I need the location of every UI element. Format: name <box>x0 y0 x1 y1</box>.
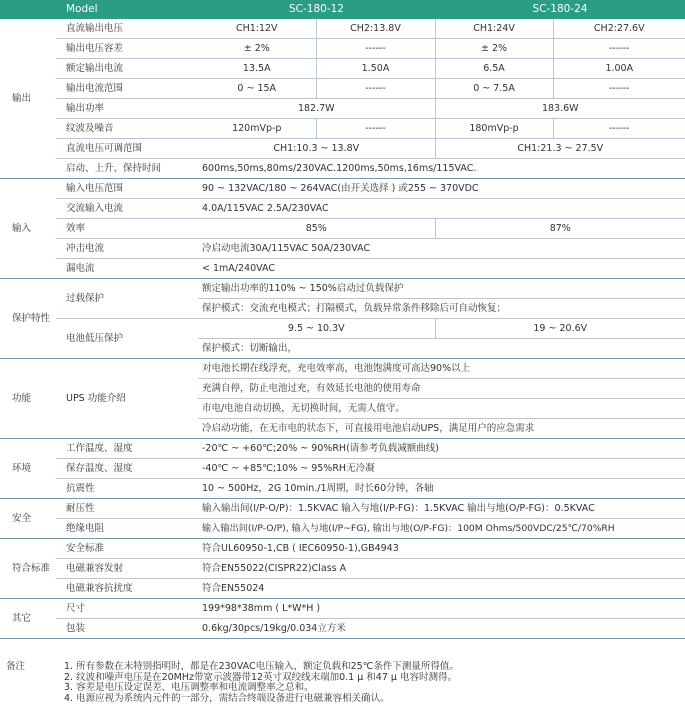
header-sc-180-24: SC-180-24 <box>435 0 685 19</box>
table-row <box>0 159 685 179</box>
table-row <box>0 59 685 79</box>
table-row <box>0 279 685 299</box>
cell: 保护模式：交流充电模式；打隔模式，负载异常条件移除后可自动恢复； <box>198 299 685 319</box>
cell: 保护模式：切断输出， <box>198 339 685 359</box>
header-model <box>0 0 56 19</box>
table-row <box>0 99 685 119</box>
row-label: UPS 功能介绍 <box>56 359 198 439</box>
row-label: 直流电压可调范围 <box>56 139 198 159</box>
group-protection: 保护特性 <box>0 279 56 359</box>
note-item: 2. 纹波和噪声电压是在20MHz带宽示波器带12英寸双绞线末端加0.1 μ 和47 μ 电容时测得。 <box>64 671 457 683</box>
table-row <box>0 359 685 379</box>
table-row <box>0 319 685 339</box>
cell: CH1:10.3 ~ 13.8V <box>198 139 435 159</box>
group-other: 其它 <box>0 599 56 639</box>
notes-list <box>64 662 459 704</box>
row-label: 交流输入电流 <box>56 199 198 219</box>
cell: 6.5A <box>435 59 553 79</box>
cell: 600ms,50ms,80ms/230VAC.1200ms,50ms,16ms/115VAC. <box>198 159 685 179</box>
cell: ± 2% <box>198 39 316 59</box>
row-label: 尺寸 <box>56 599 198 619</box>
row-label: 输入电压范围 <box>56 179 198 199</box>
cell: 10 ~ 500Hz，2G 10min./1周期，时长60分钟，各轴 <box>198 479 685 499</box>
cell: 冷启动电流30A/115VAC 50A/230VAC <box>198 239 685 259</box>
cell: CH1:24V <box>435 19 553 39</box>
cell: CH2:27.6V <box>553 19 685 39</box>
cell: 90 ~ 132VAC/180 ~ 264VAC(由开关选择 ) 或255 ~ 370VDC <box>198 179 685 199</box>
note-item: 3. 容差是电压设定误差、电压调整率和电流调整率之总和。 <box>64 682 314 694</box>
cell: 符合UL60950-1,CB ( IEC60950-1),GB4943 <box>198 539 685 559</box>
table-row <box>0 539 685 559</box>
cell: 冷启动功能，在无市电的状态下，可直接用电池启动UPS，满足用户的应急需求 <box>198 419 685 439</box>
row-label: 效率 <box>56 219 198 239</box>
cell: 85% <box>198 219 435 239</box>
table-row <box>0 139 685 159</box>
header-sc-180-12: SC-180-12 <box>198 0 435 19</box>
row-label: 电磁兼容发射 <box>56 559 198 579</box>
cell: ------ <box>553 119 685 139</box>
row-label: 额定输出电流 <box>56 59 198 79</box>
cell: ------ <box>316 79 435 99</box>
table-row <box>0 19 685 39</box>
row-label: 电池低压保护 <box>56 319 198 359</box>
cell: -20℃ ~ +60℃;20% ~ 90%RH(请参考负载减额曲线) <box>198 439 685 459</box>
cell: 0 ~ 15A <box>198 79 316 99</box>
row-label: 冲击电流 <box>56 239 198 259</box>
table-row <box>0 439 685 459</box>
note-item: 4. 电源应视为系统内元件的一部分，需结合终端设备进行电磁兼容相关确认。 <box>64 692 390 704</box>
cell: 符合EN55024 <box>198 579 685 599</box>
table-row <box>0 499 685 519</box>
row-label: 保存温度、湿度 <box>56 459 198 479</box>
header-model-label: Model <box>56 0 198 19</box>
group-safety: 安全 <box>0 499 56 539</box>
row-label: 工作温度、湿度 <box>56 439 198 459</box>
row-label: 直流输出电压 <box>56 19 198 39</box>
cell: 输入输出间(I/P-O/P)：1.5KVAC 输入与地(I/P-FG)：1.5KVAC 输出与地(O/P-FG)：0.5KVAC <box>198 499 685 519</box>
cell: 182.7W <box>198 99 435 119</box>
cell: 180mVp-p <box>435 119 553 139</box>
cell: ------ <box>316 39 435 59</box>
table-row <box>0 39 685 59</box>
table-row <box>0 179 685 199</box>
row-label: 输出电流范围 <box>56 79 198 99</box>
row-label: 绝缘电阻 <box>56 519 198 539</box>
table-row <box>0 259 685 279</box>
cell: < 1mA/240VAC <box>198 259 685 279</box>
cell: 市电/电池自动切换，无切换时间，无需人值守。 <box>198 399 685 419</box>
cell: 4.0A/115VAC 2.5A/230VAC <box>198 199 685 219</box>
cell: -40℃ ~ +85℃;10% ~ 95%RH无冷凝 <box>198 459 685 479</box>
cell: ------ <box>553 79 685 99</box>
notes-label: 备注 <box>6 661 26 672</box>
table-header <box>0 0 685 19</box>
table-row <box>0 559 685 579</box>
table-row <box>0 79 685 99</box>
group-environment: 环境 <box>0 439 56 499</box>
cell: 199*98*38mm ( L*W*H ) <box>198 599 685 619</box>
note-item: 1. 所有参数在未特别指明时，都是在230VAC电压输入，额定负载和25℃条件下测量所得值。 <box>64 661 459 672</box>
cell: ------ <box>553 39 685 59</box>
row-label: 耐压性 <box>56 499 198 519</box>
cell: 额定输出功率的110% ~ 150%启动过负载保护 <box>198 279 685 299</box>
row-label: 启动、上升、保持时间 <box>56 159 198 179</box>
table-row <box>0 579 685 599</box>
cell: 1.00A <box>553 59 685 79</box>
table-row <box>0 479 685 499</box>
cell: 对电池长期在线浮充，充电效率高，电池饱满度可高达90%以上 <box>198 359 685 379</box>
group-compliance: 符合标准 <box>0 539 56 599</box>
row-label: 漏电流 <box>56 259 198 279</box>
cell: 19 ~ 20.6V <box>435 319 685 339</box>
group-input: 输入 <box>0 179 56 279</box>
table-row <box>0 519 685 539</box>
cell: 9.5 ~ 10.3V <box>198 319 435 339</box>
cell: 0 ~ 7.5A <box>435 79 553 99</box>
table-row <box>0 199 685 219</box>
cell: 183.6W <box>435 99 685 119</box>
cell: 输入输出间(I/P-O/P), 输入与地(I/P~FG), 输出与地(O/P-FG)：100M Ohms/500VDC/25℃/70%RH <box>198 519 685 539</box>
cell: 符合EN55022(CISPR22)Class A <box>198 559 685 579</box>
table-row <box>0 119 685 139</box>
table-row <box>0 599 685 619</box>
group-function: 功能 <box>0 359 56 439</box>
row-label: 安全标准 <box>56 539 198 559</box>
cell: ± 2% <box>435 39 553 59</box>
group-output: 输出 <box>0 19 56 179</box>
row-label: 抗震性 <box>56 479 198 499</box>
cell: 13.5A <box>198 59 316 79</box>
cell: CH2:13.8V <box>316 19 435 39</box>
row-label: 过载保护 <box>56 279 198 319</box>
table-row <box>0 619 685 639</box>
table-row <box>0 459 685 479</box>
table-row <box>0 239 685 259</box>
cell: 1.50A <box>316 59 435 79</box>
cell: ------ <box>316 119 435 139</box>
cell: 87% <box>435 219 685 239</box>
row-label: 输出功率 <box>56 99 198 119</box>
row-label: 输出电压容差 <box>56 39 198 59</box>
cell: 120mVp-p <box>198 119 316 139</box>
row-label: 纹波及噪音 <box>56 119 198 139</box>
row-label: 电磁兼容抗扰度 <box>56 579 198 599</box>
cell: CH1:12V <box>198 19 316 39</box>
cell: CH1:21.3 ~ 27.5V <box>435 139 685 159</box>
cell: 充满自停，防止电池过充，有效延长电池的使用寿命 <box>198 379 685 399</box>
cell: 0.6kg/30pcs/19kg/0.034立方米 <box>198 619 685 639</box>
table-row <box>0 219 685 239</box>
row-label: 包装 <box>56 619 198 639</box>
